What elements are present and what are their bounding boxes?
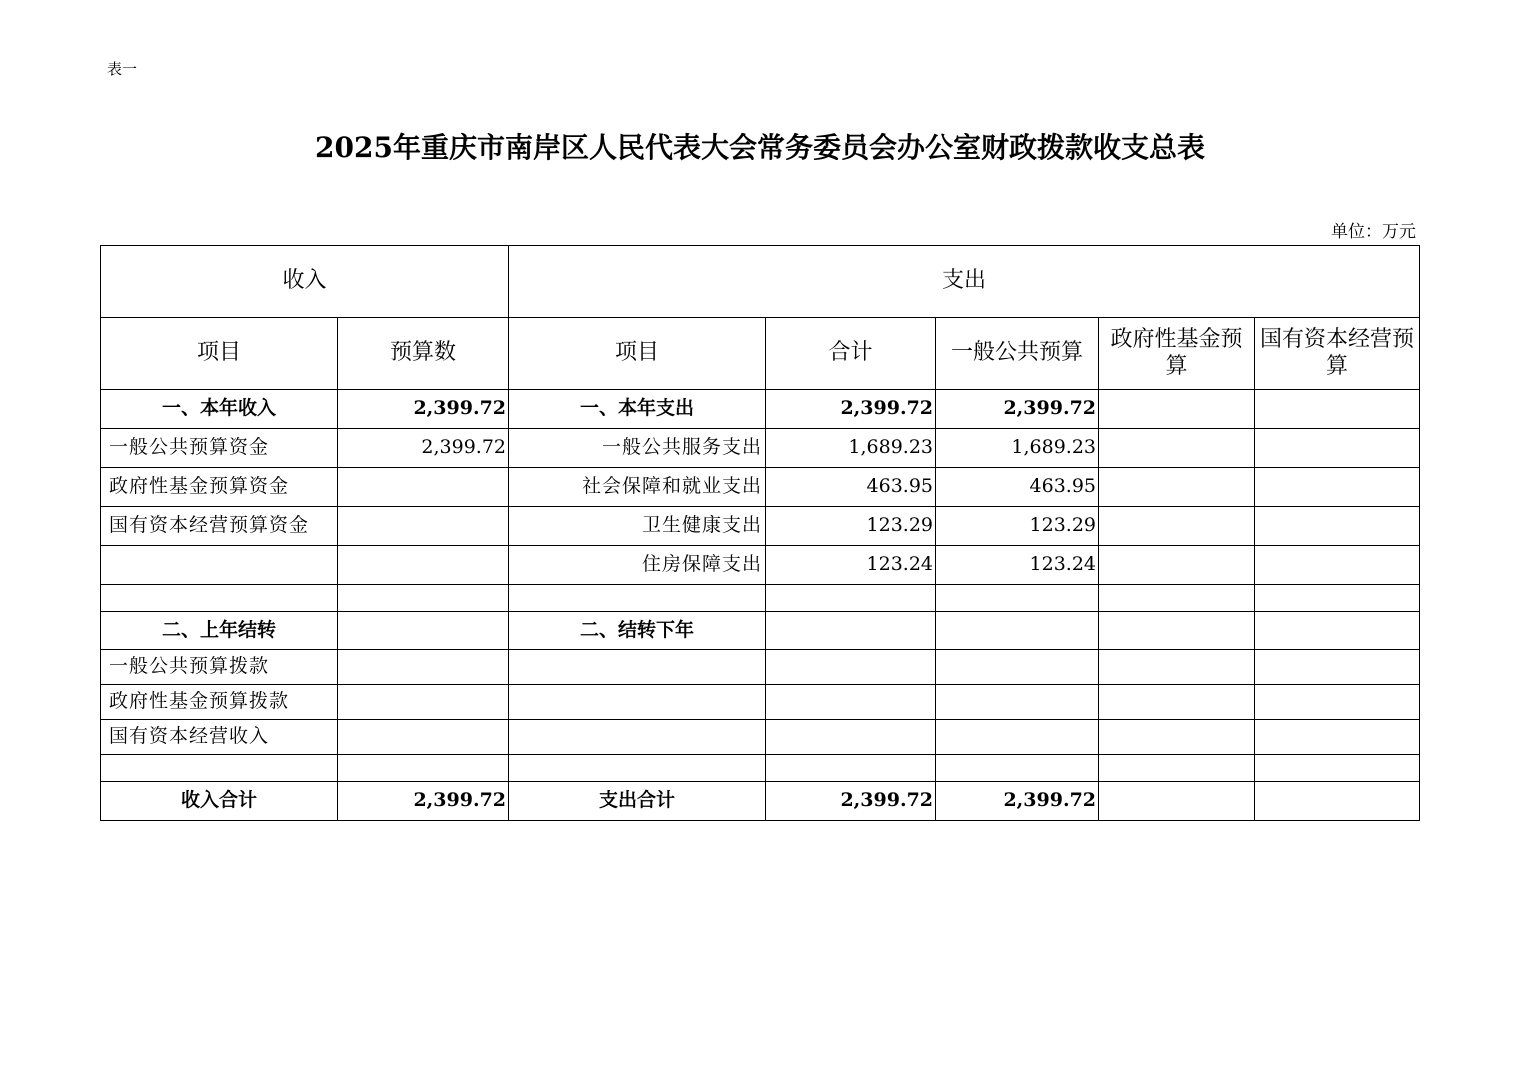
empty-cell: [101, 755, 338, 782]
income-item: 一般公共预算资金: [101, 429, 338, 468]
empty-cell: [1255, 429, 1420, 468]
expense-item: 社会保障和就业支出: [509, 468, 766, 507]
empty-cell: [1255, 585, 1420, 612]
income-budget: 2,399.72: [338, 429, 509, 468]
empty-cell: [936, 755, 1099, 782]
empty-cell: [338, 612, 509, 650]
document-label: 表一: [107, 60, 138, 78]
group-header-row: [101, 246, 1420, 318]
empty-cell: [338, 685, 509, 720]
income-total-label: 收入合计: [101, 782, 338, 821]
expense-general: 1,689.23: [936, 429, 1099, 468]
totals-row: [101, 782, 1420, 821]
budget-summary-table: [100, 245, 1420, 821]
expense-general: 463.95: [936, 468, 1099, 507]
expense-item: 卫生健康支出: [509, 507, 766, 546]
empty-cell: [1099, 650, 1255, 685]
income-section-budget: 2,399.72: [338, 390, 509, 429]
empty-cell: [1099, 468, 1255, 507]
empty-cell: [338, 585, 509, 612]
empty-cell: [338, 507, 509, 546]
expense-total: 123.29: [766, 507, 936, 546]
table-row: [101, 585, 1420, 612]
expense-section-general: 2,399.72: [936, 390, 1099, 429]
expense-item: 住房保障支出: [509, 546, 766, 585]
empty-cell: [766, 720, 936, 755]
empty-cell: [509, 685, 766, 720]
empty-cell: [936, 685, 1099, 720]
empty-cell: [766, 685, 936, 720]
col-header-general-public: 一般公共预算: [936, 318, 1099, 390]
table-row: [101, 650, 1420, 685]
empty-cell: [1099, 782, 1255, 821]
expense-total: 123.24: [766, 546, 936, 585]
expense-general: 123.29: [936, 507, 1099, 546]
empty-cell: [1255, 507, 1420, 546]
column-header-row: [101, 318, 1420, 390]
empty-cell: [1099, 390, 1255, 429]
empty-cell: [1099, 429, 1255, 468]
empty-cell: [1099, 507, 1255, 546]
income-item: 政府性基金预算拨款: [101, 685, 338, 720]
expense-section-label: 一、本年支出: [509, 390, 766, 429]
empty-cell: [766, 650, 936, 685]
empty-cell: [509, 755, 766, 782]
empty-cell: [1099, 546, 1255, 585]
table-row: [101, 390, 1420, 429]
expense-section-total: 2,399.72: [766, 390, 936, 429]
empty-cell: [1255, 650, 1420, 685]
empty-cell: [101, 546, 338, 585]
empty-cell: [1255, 390, 1420, 429]
empty-cell: [338, 546, 509, 585]
empty-cell: [936, 612, 1099, 650]
expense-group-header: 支出: [509, 246, 1420, 318]
table-row: [101, 685, 1420, 720]
empty-cell: [766, 755, 936, 782]
income-group-header: 收入: [101, 246, 509, 318]
income-section-label: 一、本年收入: [101, 390, 338, 429]
col-header-total: 合计: [766, 318, 936, 390]
table-row: [101, 429, 1420, 468]
expense-total: 463.95: [766, 468, 936, 507]
income-carry-section-label: 二、上年结转: [101, 612, 338, 650]
empty-cell: [338, 720, 509, 755]
expense-total-value: 2,399.72: [766, 782, 936, 821]
expense-carry-section-label: 二、结转下年: [509, 612, 766, 650]
table-row: [101, 546, 1420, 585]
empty-cell: [936, 585, 1099, 612]
empty-cell: [509, 720, 766, 755]
col-header-gov-fund: 政府性基金预算: [1099, 318, 1255, 390]
income-item: 一般公共预算拨款: [101, 650, 338, 685]
col-header-income-budget: 预算数: [338, 318, 509, 390]
empty-cell: [101, 585, 338, 612]
table-row: [101, 468, 1420, 507]
expense-total: 1,689.23: [766, 429, 936, 468]
income-item: 政府性基金预算资金: [101, 468, 338, 507]
col-header-expense-item: 项目: [509, 318, 766, 390]
empty-cell: [1255, 612, 1420, 650]
table-row: [101, 720, 1420, 755]
col-header-state-capital: 国有资本经营预算: [1255, 318, 1420, 390]
empty-cell: [1255, 468, 1420, 507]
table-row: [101, 612, 1420, 650]
empty-cell: [1099, 612, 1255, 650]
expense-item: 一般公共服务支出: [509, 429, 766, 468]
expense-general: 123.24: [936, 546, 1099, 585]
page-title: 2025年重庆市南岸区人民代表大会常务委员会办公室财政拨款收支总表: [315, 131, 1205, 164]
empty-cell: [338, 755, 509, 782]
empty-cell: [1099, 685, 1255, 720]
empty-cell: [509, 650, 766, 685]
income-item: 国有资本经营收入: [101, 720, 338, 755]
empty-cell: [1255, 782, 1420, 821]
empty-cell: [338, 468, 509, 507]
income-item: 国有资本经营预算资金: [101, 507, 338, 546]
empty-cell: [1099, 720, 1255, 755]
expense-total-label: 支出合计: [509, 782, 766, 821]
empty-cell: [936, 720, 1099, 755]
empty-cell: [766, 585, 936, 612]
empty-cell: [1255, 755, 1420, 782]
table-row: [101, 507, 1420, 546]
table-row: [101, 755, 1420, 782]
unit-label: 单位：万元: [1331, 222, 1416, 242]
income-total-value: 2,399.72: [338, 782, 509, 821]
empty-cell: [509, 585, 766, 612]
empty-cell: [1099, 755, 1255, 782]
empty-cell: [1255, 720, 1420, 755]
empty-cell: [936, 650, 1099, 685]
empty-cell: [1255, 546, 1420, 585]
empty-cell: [1255, 685, 1420, 720]
empty-cell: [338, 650, 509, 685]
empty-cell: [766, 612, 936, 650]
expense-general-total-value: 2,399.72: [936, 782, 1099, 821]
col-header-income-item: 项目: [101, 318, 338, 390]
empty-cell: [1099, 585, 1255, 612]
